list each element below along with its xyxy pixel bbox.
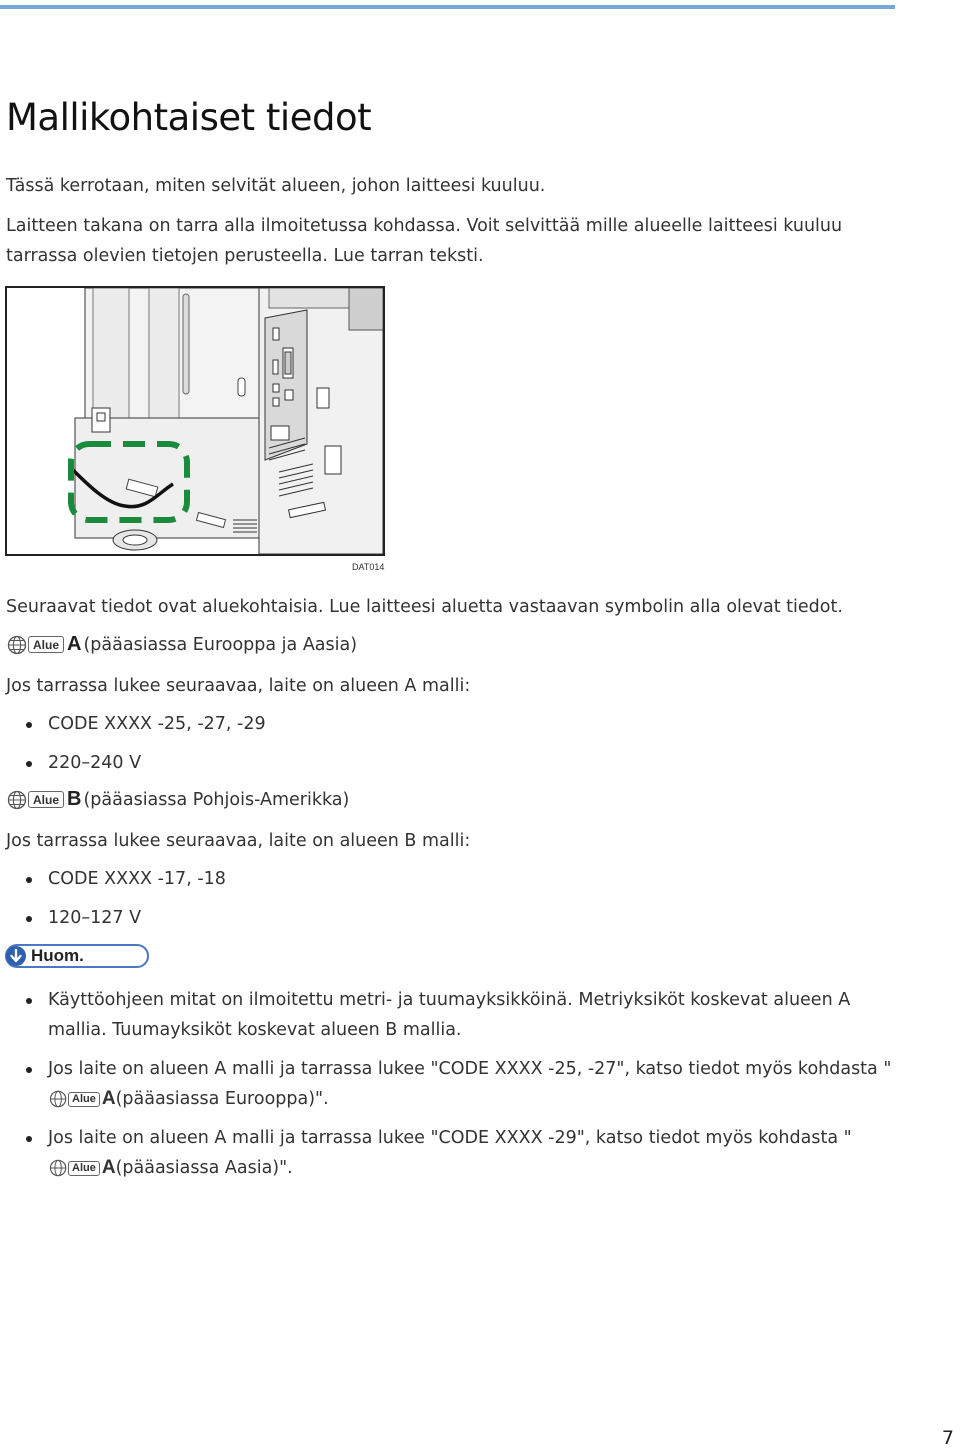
list-item: Käyttöohjeen mitat on ilmoitettu metri- ja tuumayksikköinä. Metriyksiköt koskevat alueen A mallia. Tuumayksiköt koskevat alueen B mallia. [26, 985, 906, 1045]
intro-paragraph-1: Tässä kerrotaan, miten selvität alueen, johon laitteesi kuuluu. [6, 176, 546, 196]
region-a-badge [6, 633, 81, 656]
device-rear-drawing [7, 288, 383, 554]
region-letter: A [101, 1088, 116, 1109]
note-list [26, 985, 906, 1192]
figure-caption: DAT014 [352, 562, 385, 572]
down-arrow-icon [5, 945, 27, 967]
note-label-box [5, 944, 149, 968]
region-a-heading [6, 633, 357, 656]
region-b-list [26, 864, 226, 942]
list-item: CODE XXXX -25, -27, -29 [26, 709, 266, 739]
list-item: 120–127 V [26, 903, 226, 933]
region-badge-label: Alue [28, 791, 64, 808]
list-item: CODE XXXX -17, -18 [26, 864, 226, 894]
region-a-list [26, 709, 266, 787]
top-rule [0, 5, 895, 9]
list-item [26, 1054, 906, 1114]
region-badge-label: Alue [28, 636, 64, 653]
region-badge-label: Alue [68, 1092, 100, 1107]
note-label: Huom. [31, 946, 84, 965]
region-a-description: (pääasiassa Eurooppa ja Aasia) [83, 634, 358, 655]
page-title: Mallikohtaiset tiedot [6, 96, 372, 139]
note-text: (pääasiassa Eurooppa)". [115, 1089, 329, 1109]
region-a-lead: Jos tarrassa lukee seuraavaa, laite on alueen A malli: [6, 676, 471, 696]
globe-icon [6, 635, 30, 655]
region-b-badge [6, 788, 81, 811]
region-intro: Seuraavat tiedot ovat aluekohtaisia. Lue laitteesi aluetta vastaavan symbolin alla olevat tiedot. [6, 597, 843, 617]
region-b-heading [6, 788, 349, 811]
region-letter: B [67, 788, 82, 810]
region-badge-label: Alue [68, 1161, 100, 1176]
region-letter: A [67, 633, 82, 655]
region-b-description: (pääasiassa Pohjois-Amerikka) [83, 789, 350, 810]
device-rear-illustration [5, 286, 385, 556]
note-text: Jos laite on alueen A malli ja tarrassa lukee "CODE XXXX -29", katso tiedot myös kohdasta " [48, 1128, 852, 1148]
globe-icon [6, 790, 30, 810]
page-number: 7 [941, 1427, 954, 1449]
intro-paragraph-2: Laitteen takana on tarra alla ilmoitetussa kohdassa. Voit selvittää mille alueelle laitteesi kuuluu tarrassa olevien tietojen perusteella. Lue tarran teksti. [6, 216, 843, 266]
region-letter: A [101, 1157, 116, 1178]
region-a-inline-badge [48, 1084, 116, 1114]
globe-icon [48, 1090, 70, 1108]
list-item: 220–240 V [26, 748, 266, 778]
globe-icon [48, 1159, 70, 1177]
list-item [26, 1123, 906, 1183]
region-a-inline-badge [48, 1153, 116, 1183]
region-b-lead: Jos tarrassa lukee seuraavaa, laite on alueen B malli: [6, 831, 471, 851]
note-text: Jos laite on alueen A malli ja tarrassa lukee "CODE XXXX -25, -27", katso tiedot myös kohdasta " [48, 1059, 892, 1079]
note-text: (pääasiassa Aasia)". [115, 1158, 293, 1178]
